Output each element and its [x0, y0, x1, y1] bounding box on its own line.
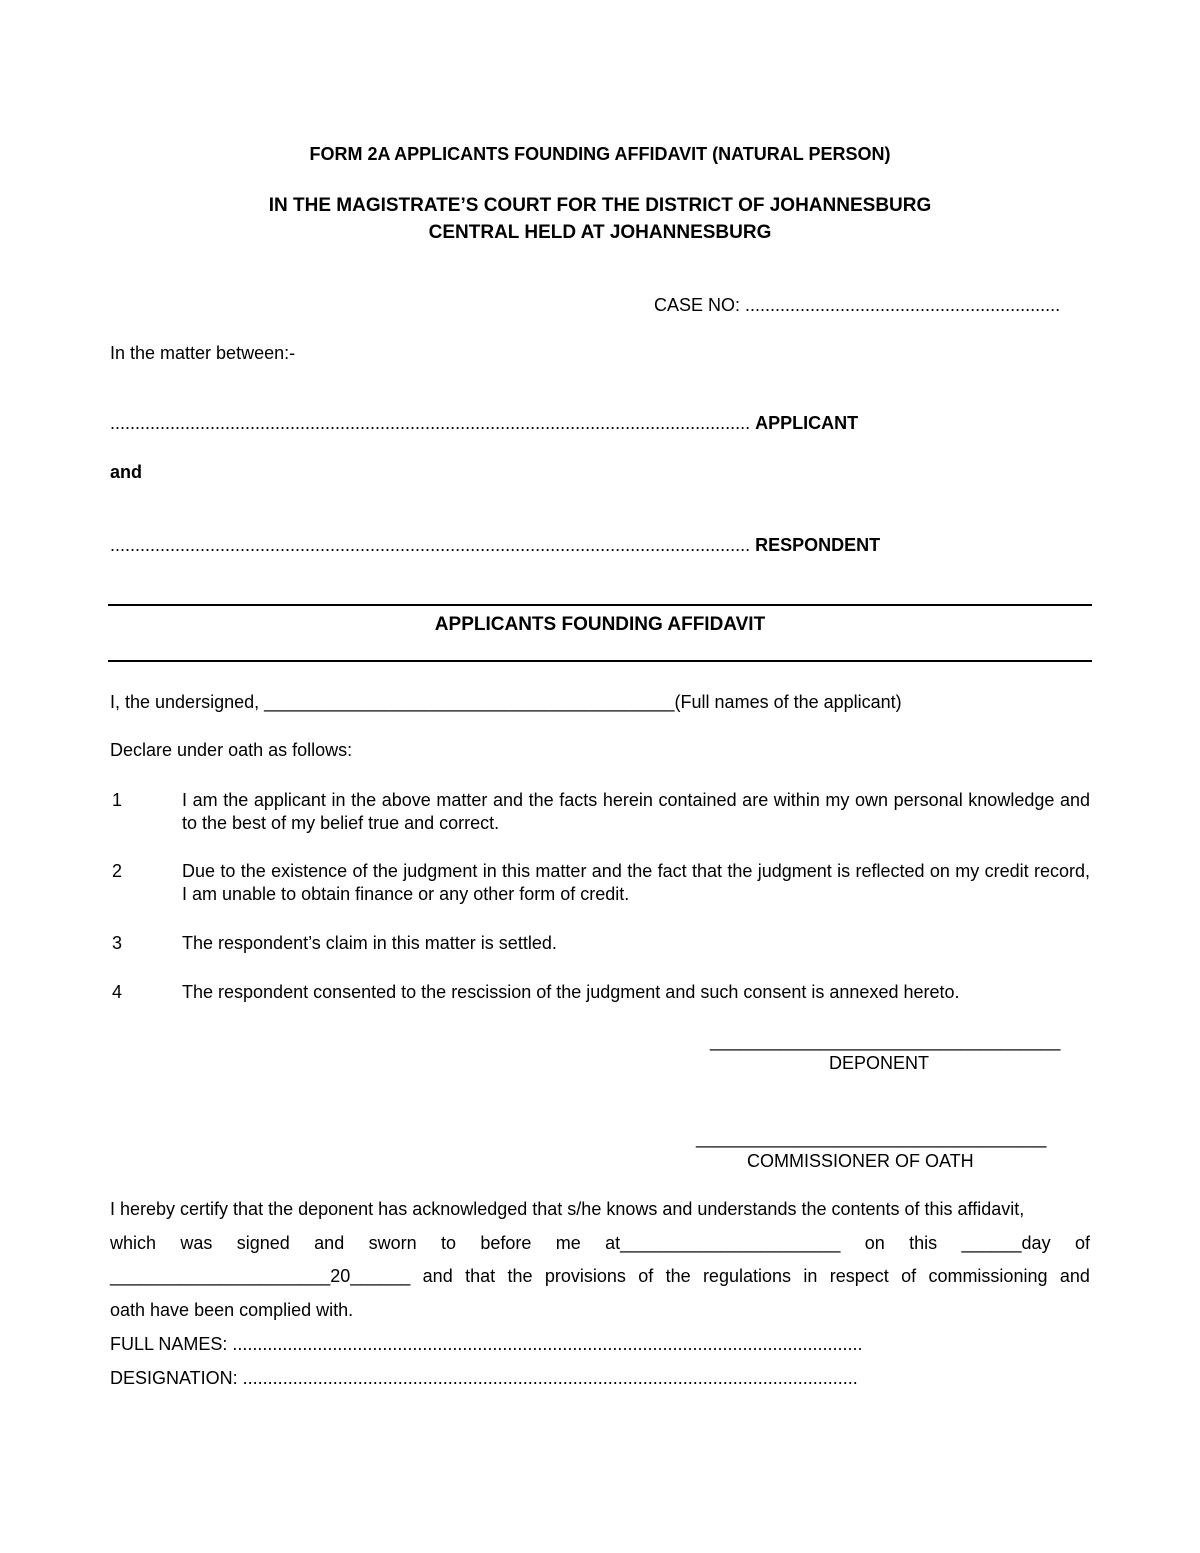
- certify-word: this: [909, 1233, 938, 1253]
- deponent-signature-line: ___________________________________: [710, 1031, 1061, 1051]
- certify-date-blank: ______________________20______: [110, 1266, 411, 1286]
- certify-word: which: [110, 1233, 157, 1253]
- declare-line: Declare under oath as follows:: [110, 740, 353, 760]
- clause-number: 3: [112, 933, 123, 953]
- court-heading-line-1: IN THE MAGISTRATE’S COURT FOR THE DISTRICT OF JOHANNESBURG: [268, 195, 932, 216]
- clause-number: 4: [112, 982, 123, 1002]
- certify-word: that: [465, 1266, 496, 1286]
- certify-word: and: [314, 1233, 345, 1253]
- undersigned-line: I, the undersigned, _________________________________________(Full names of the applicant): [110, 692, 902, 712]
- certify-word: provisions: [544, 1266, 626, 1286]
- certify-word: regulations: [702, 1266, 791, 1286]
- clause-text: The respondent’s claim in this matter is settled.: [182, 933, 557, 953]
- clause-text: I am the applicant in the above matter and the facts herein contained are within my own personal knowledge and to the best of my belief true and correct.: [182, 790, 1090, 834]
- certify-word: in: [803, 1266, 818, 1286]
- designation-field: DESIGNATION: ...........................................................................................................................: [110, 1368, 858, 1388]
- matter-between-label: In the matter between:-: [110, 343, 296, 363]
- certify-word: was: [180, 1233, 213, 1253]
- heading-top-rule: [108, 604, 1092, 606]
- commissioner-signature-line: ___________________________________: [696, 1128, 1047, 1148]
- certify-word: of: [638, 1266, 654, 1286]
- certify-word: and: [422, 1266, 453, 1286]
- certify-line-3: [110, 1265, 1090, 1288]
- clause-number: 1: [112, 790, 123, 810]
- certify-word: respect: [829, 1266, 889, 1286]
- commissioner-label: COMMISSIONER OF OATH: [747, 1151, 974, 1171]
- certify-word: and: [1059, 1266, 1090, 1286]
- heading-bottom-rule: [108, 660, 1092, 662]
- respondent-name-blank: ................................................................................................................................: [110, 535, 751, 555]
- applicant-name-blank: ................................................................................................................................: [110, 413, 751, 433]
- certify-word: of: [901, 1266, 917, 1286]
- certify-line-1: I hereby certify that the deponent has acknowledged that s/he knows and understands the contents of this affidavit,: [110, 1199, 1025, 1219]
- clause-number: 2: [112, 861, 123, 881]
- certify-word: signed: [236, 1233, 290, 1253]
- affidavit-heading: APPLICANTS FOUNDING AFFIDAVIT: [434, 614, 766, 635]
- certify-word: sworn: [368, 1233, 417, 1253]
- certify-word: of: [1074, 1233, 1090, 1253]
- certify-word: the: [665, 1266, 691, 1286]
- certify-word: to: [440, 1233, 456, 1253]
- certify-line-4: oath have been complied with.: [110, 1300, 354, 1320]
- deponent-label: DEPONENT: [829, 1053, 930, 1073]
- form-title: FORM 2A APPLICANTS FOUNDING AFFIDAVIT (NATURAL PERSON): [309, 144, 891, 164]
- clause-text: Due to the existence of the judgment in this matter and the fact that the judgment is reflected on my credit record, I am unable to obtain finance or any other form of credit.: [182, 861, 1090, 905]
- certify-word: before: [480, 1233, 532, 1253]
- respondent-label: RESPONDENT: [755, 535, 881, 555]
- certify-word: commissioning: [928, 1266, 1048, 1286]
- applicant-line: [110, 412, 858, 435]
- certify-day-blank: ______day: [961, 1233, 1051, 1253]
- full-names-field: FULL NAMES: ..............................................................................................................................: [110, 1334, 863, 1354]
- and-label: and: [110, 462, 143, 482]
- clause-text: The respondent consented to the rescission of the judgment and such consent is annexed hereto.: [182, 982, 960, 1002]
- certify-word: the: [507, 1266, 533, 1286]
- applicant-label: APPLICANT: [755, 413, 859, 433]
- certify-place-blank: at______________________: [605, 1233, 841, 1253]
- certify-word: me: [555, 1233, 581, 1253]
- certify-line-2: [110, 1232, 1090, 1255]
- respondent-line: [110, 534, 880, 557]
- certify-word: on: [864, 1233, 885, 1253]
- case-number-field: CASE NO: ...............................................................: [654, 295, 1061, 315]
- court-heading-line-2: CENTRAL HELD AT JOHANNESBURG: [428, 222, 772, 243]
